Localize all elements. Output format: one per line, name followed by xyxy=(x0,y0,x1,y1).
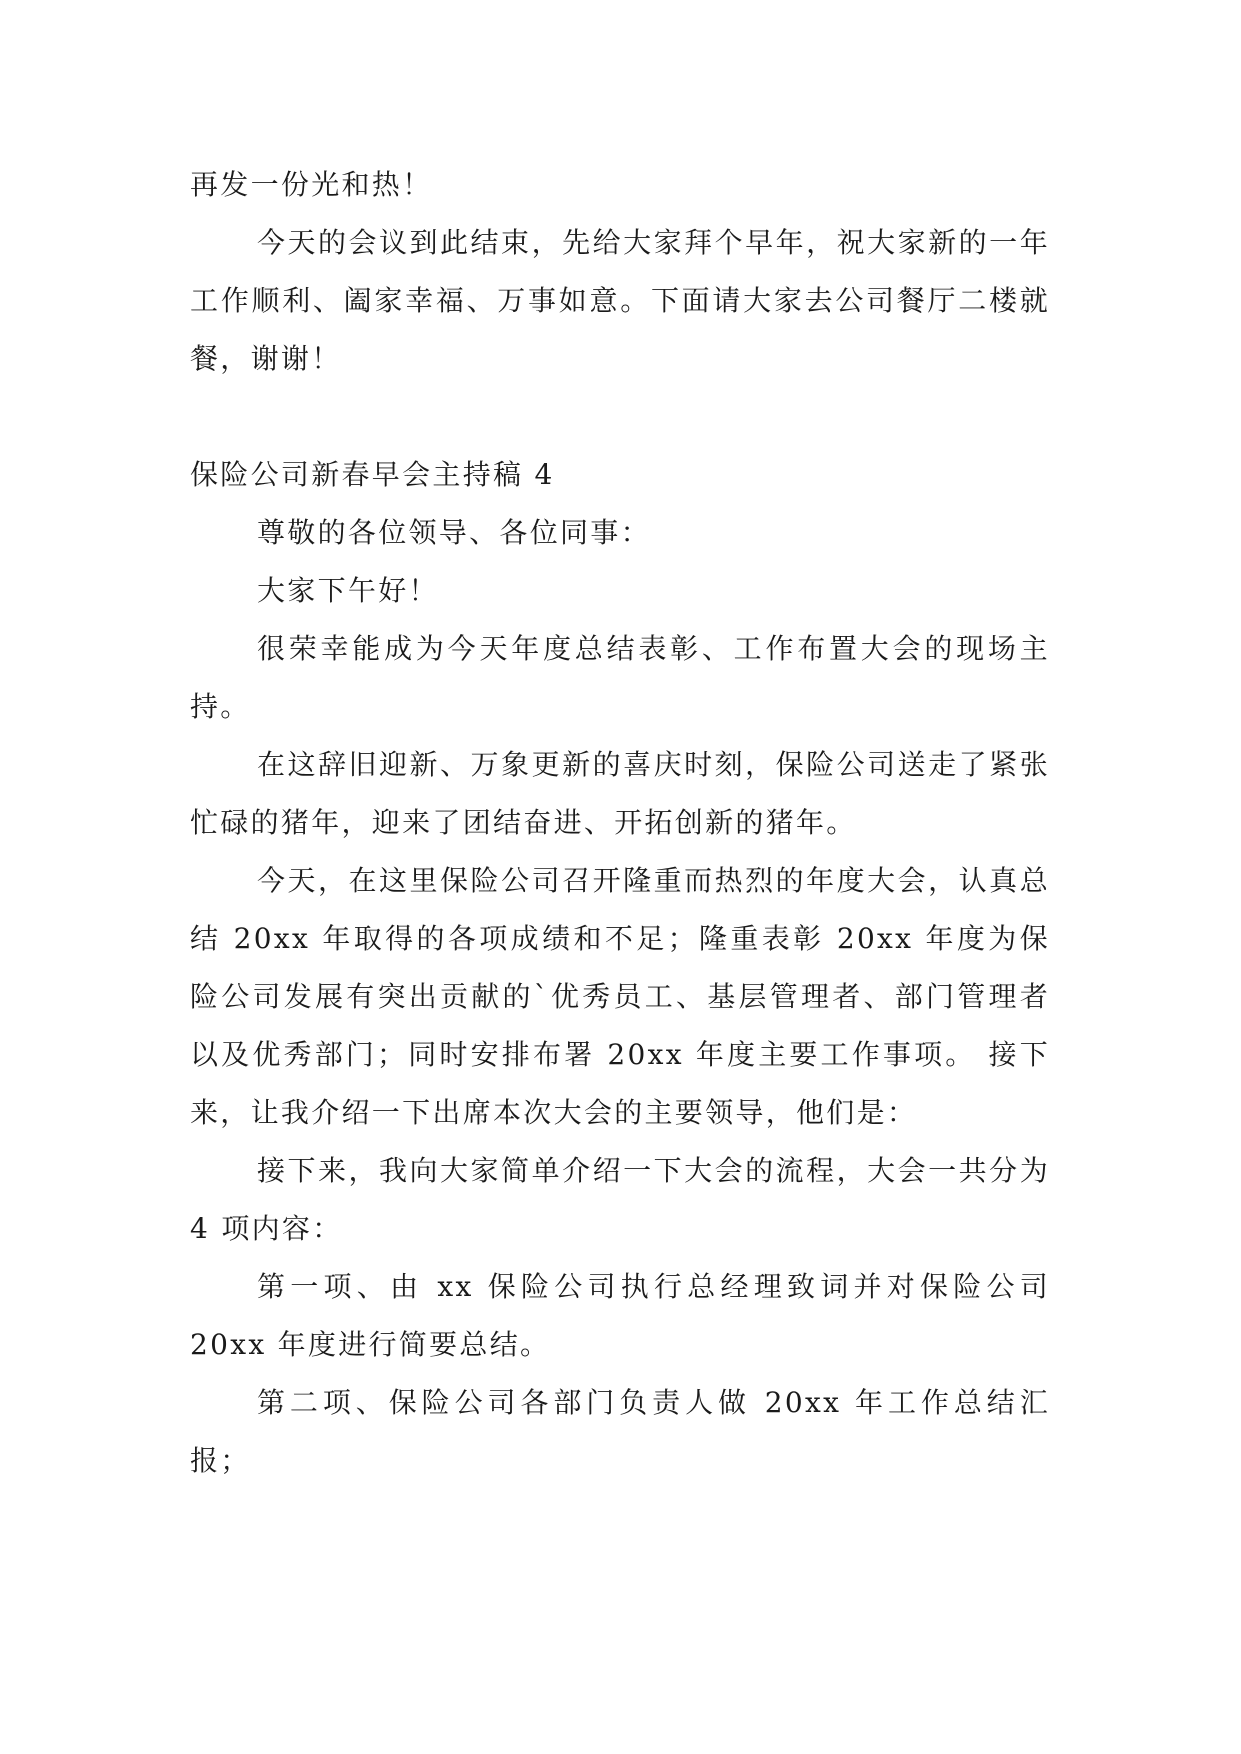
section-title: 保险公司新春早会主持稿 4 xyxy=(190,458,555,491)
host-script-section xyxy=(190,446,1050,1490)
paragraph-honor: 很荣幸能成为今天年度总结表彰、工作布置大会的现场主持。 xyxy=(190,632,1050,723)
paragraph-meeting-purpose: 今天，在这里保险公司召开隆重而热烈的年度大会，认真总结 20xx 年取得的各项成绩和不足；隆重表彰 20xx 年度为保险公司发展有突出贡献的`优秀员工、基层管理者、部门管理者以及优秀部门；同时安排布署 20xx 年度主要工作事项。 接下来，让我介绍一下出席本次大会的主要领导，他们是： xyxy=(190,864,1050,1129)
paragraph-agenda-item-1: 第一项、由 xx 保险公司执行总经理致词并对保险公司 20xx 年度进行简要总结。 xyxy=(190,1270,1050,1361)
paragraph-new-year: 在这辞旧迎新、万象更新的喜庆时刻，保险公司送走了紧张忙碌的猪年，迎来了团结奋进、开拓创新的猪年。 xyxy=(190,748,1050,839)
paragraph-agenda-item-2: 第二项、保险公司各部门负责人做 20xx 年工作总结汇报； xyxy=(190,1386,1050,1477)
paragraph-agenda-intro: 接下来，我向大家简单介绍一下大会的流程，大会一共分为 4 项内容： xyxy=(190,1154,1050,1245)
paragraph-salutation: 尊敬的各位领导、各位同事： xyxy=(257,516,651,549)
paragraph-continuation: 再发一份光和热！ xyxy=(190,168,433,201)
closing-section xyxy=(190,156,1050,388)
paragraph-greeting: 大家下午好！ xyxy=(257,574,439,607)
paragraph-closing: 今天的会议到此结束，先给大家拜个早年，祝大家新的一年工作顺利、阖家幸福、万事如意。下面请大家去公司餐厅二楼就餐，谢谢！ xyxy=(190,226,1050,375)
